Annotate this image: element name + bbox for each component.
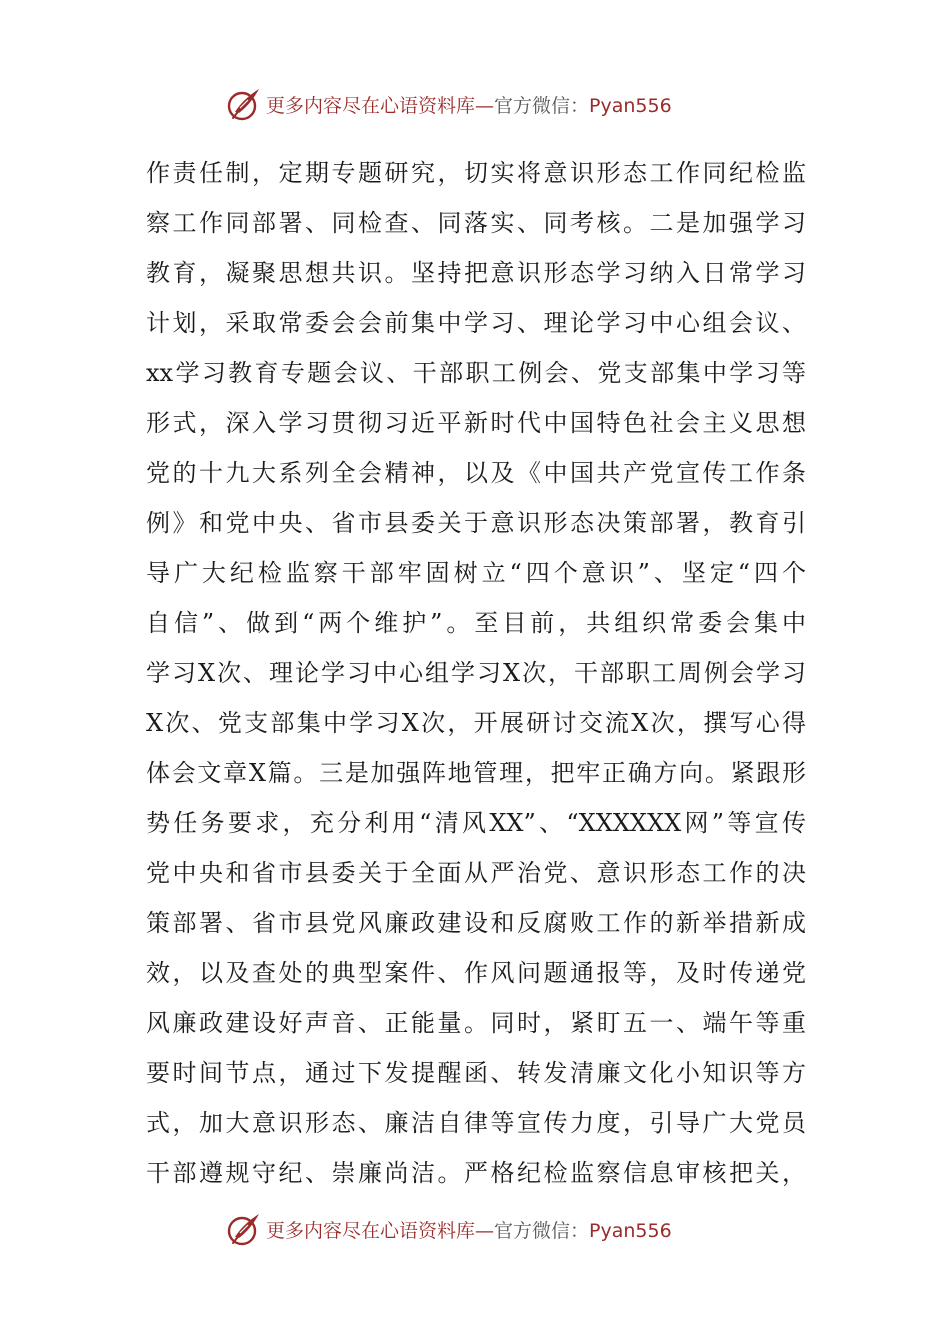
watermark-text bbox=[266, 1216, 672, 1243]
body-text-line: 策部署、省市县党风廉政建设和反腐败工作的新举措新成 bbox=[146, 909, 806, 937]
body-text-line: 体会文章X篇。三是加强阵地管理，把牢正确方向。紧跟形 bbox=[146, 759, 806, 787]
body-text-line: 教育，凝聚思想共识。坚持把意识形态学习纳入日常学习 bbox=[146, 259, 806, 287]
footer-watermark-banner bbox=[226, 1209, 746, 1249]
body-text-line: 察工作同部署、同检查、同落实、同考核。二是加强学习 bbox=[146, 209, 806, 237]
quill-pen-logo-icon bbox=[226, 86, 262, 122]
body-text-line: 干部遵规守纪、崇廉尚洁。严格纪检监察信息审核把关， bbox=[146, 1159, 806, 1187]
watermark-wechat-id: Pyan556 bbox=[589, 94, 672, 117]
watermark-site-name: 更多内容尽在心语资料库 bbox=[266, 1219, 476, 1242]
body-text-line: 自信”、做到“两个维护”。至目前，共组织常委会集中 bbox=[146, 609, 806, 637]
body-text-line: 学习X次、理论学习中心组学习X次，干部职工周例会学习 bbox=[146, 659, 806, 687]
body-text-line: X次、党支部集中学习X次，开展研讨交流X次，撰写心得 bbox=[146, 709, 806, 737]
body-text-line: 风廉政建设好声音、正能量。同时，紧盯五一、端午等重 bbox=[146, 1009, 806, 1037]
watermark-dash: — bbox=[475, 94, 495, 117]
quill-pen-logo-icon bbox=[226, 1211, 262, 1247]
body-text-line: xx学习教育专题会议、干部职工例会、党支部集中学习等 bbox=[146, 359, 806, 387]
body-text-line: 要时间节点，通过下发提醒函、转发清廉文化小知识等方 bbox=[146, 1059, 806, 1087]
document-body bbox=[146, 148, 806, 1198]
body-text-line: 计划，采取常委会会前集中学习、理论学习中心组会议、 bbox=[146, 309, 806, 337]
body-text-line: 作责任制，定期专题研究，切实将意识形态工作同纪检监 bbox=[146, 159, 806, 187]
body-text-line: 例》和党中央、省市县委关于意识形态决策部署，教育引 bbox=[146, 509, 806, 537]
body-text-line: 导广大纪检监察干部牢固树立“四个意识”、坚定“四个 bbox=[146, 559, 806, 587]
watermark-site-name: 更多内容尽在心语资料库 bbox=[266, 94, 476, 117]
body-text-line: 效，以及查处的典型案件、作风问题通报等，及时传递党 bbox=[146, 959, 806, 987]
watermark-wechat-label: 官方微信： bbox=[494, 94, 590, 117]
body-text-line: 势任务要求，充分利用“清风XX”、“XXXXXX网”等宣传 bbox=[146, 809, 806, 837]
watermark-wechat-label: 官方微信： bbox=[494, 1219, 590, 1242]
body-text-line: 形式，深入学习贯彻习近平新时代中国特色社会主义思想 bbox=[146, 409, 806, 437]
watermark-dash: — bbox=[475, 1219, 495, 1242]
body-text-line: 党中央和省市县委关于全面从严治党、意识形态工作的决 bbox=[146, 859, 806, 887]
body-text-line: 党的十九大系列全会精神，以及《中国共产党宣传工作条 bbox=[146, 459, 806, 487]
body-text-line: 式，加大意识形态、廉洁自律等宣传力度，引导广大党员 bbox=[146, 1109, 806, 1137]
header-watermark-banner bbox=[226, 84, 746, 124]
watermark-text bbox=[266, 91, 672, 118]
watermark-wechat-id: Pyan556 bbox=[589, 1219, 672, 1242]
